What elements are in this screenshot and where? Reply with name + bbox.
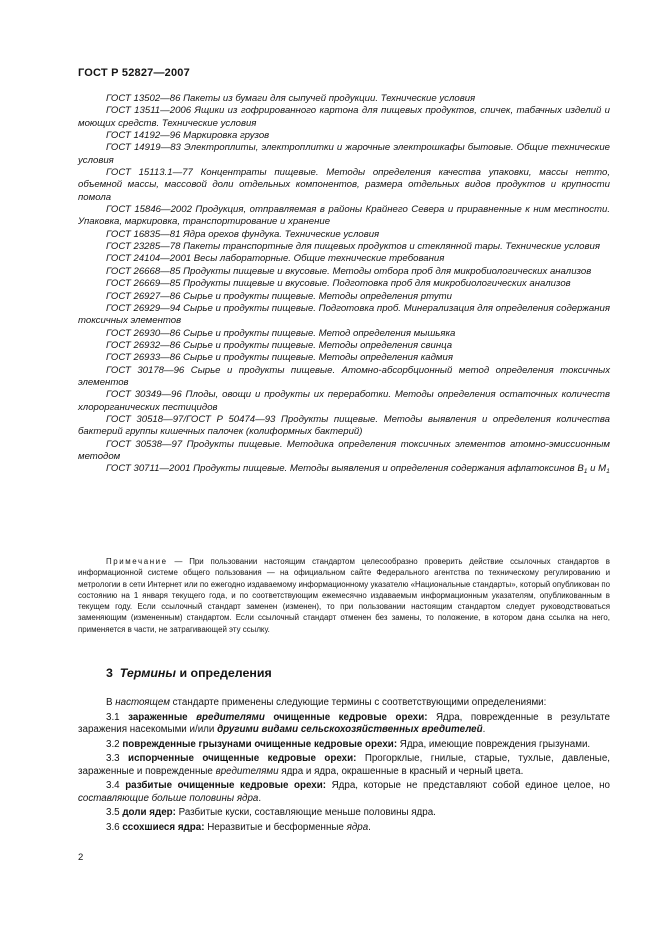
reference-item: ГОСТ 30538—97 Продукты пищевые. Методика определения токсичных элементов атомно-эмиссионным методом — [78, 438, 610, 462]
section-heading: 3 Термины и определения — [106, 666, 272, 680]
note-text: — При пользовании настоящим стандартом целесообразно проверить действие ссылочных стандартов в информационной системе общего пользования — на официальном сайте Федерального агентства по техническому регулированию и метрологии в сети Интернет или по ежегодно издаваемому информационному указателю «Национальные стандарты», который опубликован по состоянию на 1 января текущего года, и по соответствующим ежемесячно издаваемым информационным указателям, опубликованным в текущем году. Если ссылочный стандарт заменен (изменен), то при пользовании настоящим стандартом следует руководствоваться заменяющим (измененным) стандартом. Если ссылочный стандарт отменен без замены, то положение, в котором дана ссылка на него, применяется в части, не затрагивающей эту ссылку. — [78, 557, 610, 634]
reference-item: ГОСТ 14192—96 Маркировка грузов — [106, 130, 270, 142]
reference-item: ГОСТ 30711—2001 Продукты пищевые. Методы выявления и определения содержания афлатоксинов $B_1$ и $M_1$ — [106, 463, 610, 476]
normative-references-list — [78, 93, 610, 476]
note-label: Примечание — [106, 557, 168, 566]
term-3-3: 3.3 испорченные очищенные кедровые орехи: Прогорклые, гнилые, старые, тухлые, давленые, зараженные и поврежденные вредителями ядра и ядра, окрашенные в красный и черный цвета. — [78, 753, 611, 777]
reference-item: ГОСТ 26929—94 Сырье и продукты пищевые. Подготовка проб. Минерализация для определения содержания токсичных элементов — [78, 302, 610, 327]
reference-items — [78, 93, 610, 463]
reference-item: ГОСТ 26930—86 Сырье и продукты пищевые. Метод определения мышьяка — [106, 327, 456, 339]
reference-item: ГОСТ 26668—85 Продукты пищевые и вкусовые. Методы отбора проб для микробиологических анализов — [106, 265, 592, 277]
term-3-1: 3.1 зараженные вредителями очищенные кедровые орехи: Ядра, поврежденные в результате заражения насекомыми и/или другими видами сельскохозяйственных вредителей. — [78, 711, 611, 735]
reference-item: ГОСТ 30518—97/ГОСТ Р 50474—93 Продукты пищевые. Методы выявления и определения количества бактерий группы кишечных палочек (колиформных бактерий) — [78, 413, 610, 438]
reference-item: ГОСТ 24104—2001 Весы лабораторные. Общие технические требования — [106, 253, 445, 265]
reference-item: ГОСТ 26932—86 Сырье и продукты пищевые. Методы определения свинца — [106, 339, 453, 351]
reference-item: ГОСТ 13511—2006 Ящики из гофрированного картона для пищевых продуктов, спичек, табачных изделий и моющих средств. Технические условия — [78, 105, 610, 129]
terms-intro: В настоящем стандарте применены следующие термины с соответствующими определениями: — [106, 697, 547, 708]
reference-item: ГОСТ 30178—96 Сырье и продукты пищевые. Атомно-абсорбционный метод определения токсичных элементов — [78, 364, 610, 388]
terms-list — [78, 697, 610, 834]
reference-item: ГОСТ 16835—81 Ядра орехов фундука. Технические условия — [106, 228, 380, 240]
reference-item: ГОСТ 15846—2002 Продукция, отправляемая в районы Крайнего Севера и приравненные к ним местности. Упаковка, маркировка, транспортирование и хранение — [78, 204, 610, 228]
reference-item: ГОСТ 14919—83 Электроплиты, электроплитки и жарочные электрошкафы бытовые. Общие технические условия — [78, 142, 610, 166]
term-3-6: 3.6 ссохшиеся ядра: Неразвитые и бесформенные ядра. — [106, 821, 371, 833]
term-3-4: 3.4 разбитые очищенные кедровые орехи: Ядра, которые не представляют собой единое целое, но составляющие больше половины ядра. — [78, 780, 610, 804]
reference-item: ГОСТ 26669—85 Продукты пищевые и вкусовые. Подготовка проб для микробиологических анализов — [106, 278, 571, 290]
term-3-2: 3.2 поврежденные грызунами очищенные кедровые орехи: Ядра, имеющие повреждения грызунами. — [106, 738, 591, 750]
term-3-5: 3.5 доли ядер: Разбитые куски, составляющие меньше половины ядра. — [106, 807, 436, 818]
reference-item: ГОСТ 30349—96 Плоды, овощи и продукты их переработки. Методы определения остаточных количеств хлорорганических пестицидов — [78, 389, 610, 413]
reference-item: ГОСТ 15113.1—77 Концентраты пищевые. Методы определения качества упаковки, массы нетто, объемной массы, массовой доли отдельных компонентов, размера отдельных видов продуктов и крупности помола — [78, 167, 610, 203]
reference-item: ГОСТ 26927—86 Сырье и продукты пищевые. Методы определения ртути — [106, 290, 452, 302]
note-block — [78, 556, 610, 635]
reference-item: ГОСТ 26933—86 Сырье и продукты пищевые. Методы определения кадмия — [106, 352, 453, 364]
reference-item: ГОСТ 13502—86 Пакеты из бумаги для сыпучей продукции. Технические условия — [106, 93, 476, 104]
document-header: ГОСТ Р 52827—2007 — [78, 67, 190, 79]
reference-item: ГОСТ 23285—78 Пакеты транспортные для пищевых продуктов и стеклянной тары. Технические условия — [106, 241, 600, 253]
page-number: 2 — [78, 852, 84, 863]
